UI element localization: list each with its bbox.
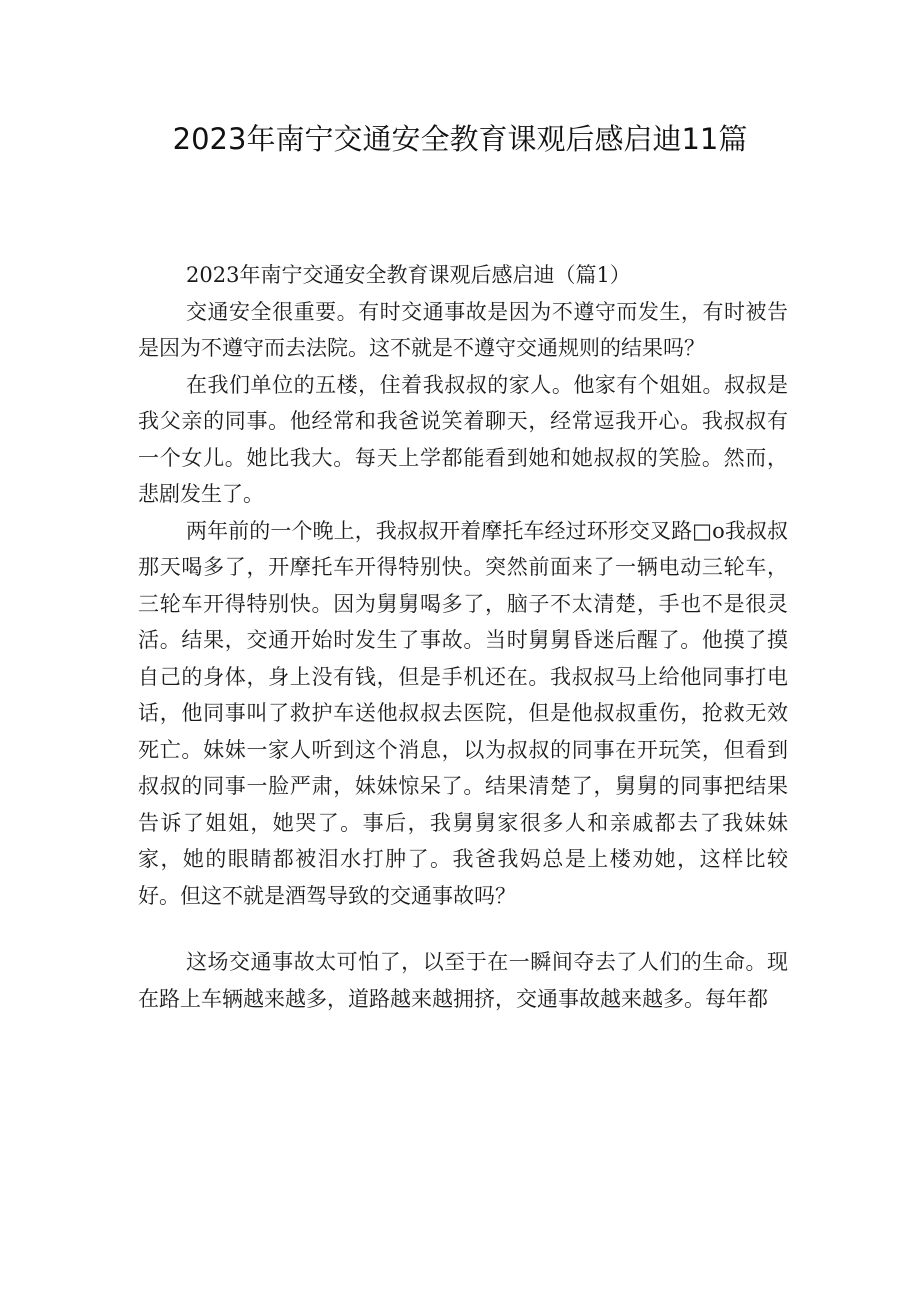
document-title: 2023年南宁交通安全教育课观后感启迪11篇 [172, 122, 748, 156]
document-body [138, 257, 788, 1017]
section-heading: 2023年南宁交通安全教育课观后感启迪（篇1） [186, 263, 631, 287]
paragraph-1: 交通安全很重要。有时交通事故是因为不遵守而发生，有时被告是因为不遵守而去法院。这不就是不遵守交通规则的结果吗？ [138, 299, 788, 360]
paragraph-3: 两年前的一个晚上，我叔叔开着摩托车经过环形交叉路□o我叔叔那天喝多了，开摩托车开得特别快。突然前面来了一辆电动三轮车，三轮车开得特别快。因为舅舅喝多了，脑子不太清楚，手也不是很灵活。结果，交通开始时发生了事故。当时舅舅昏迷后醒了。他摸了摸自己的身体，身上没有钱，但是手机还在。我叔叔马上给他同事打电话，他同事叫了救护车送他叔叔去医院，但是他叔叔重伤，抢救无效死亡。妹妹一家人听到这个消息，以为叔叔的同事在开玩笑，但看到叔叔的同事一脸严肃，妹妹惊呆了。结果清楚了，舅舅的同事把结果告诉了姐姐，她哭了。事后，我舅舅家很多人和亲戚都去了我妹妹家，她的眼睛都被泪水打肿了。我爸我妈总是上楼劝她，这样比较好。但这不就是酒驾导致的交通事故吗？ [138, 518, 788, 908]
paragraph-4: 这场交通事故太可怕了，以至于在一瞬间夺去了人们的生命。现在路上车辆越来越多，道路越来越拥挤，交通事故越来越多。每年都 [138, 950, 788, 1011]
paragraph-2: 在我们单位的五楼，住着我叔叔的家人。他家有个姐姐。叔叔是我父亲的同事。他经常和我爸说笑着聊天，经常逗我开心。我叔叔有一个女儿。她比我大。每天上学都能看到她和她叔叔的笑脸。然而，悲剧发生了。 [138, 372, 788, 506]
